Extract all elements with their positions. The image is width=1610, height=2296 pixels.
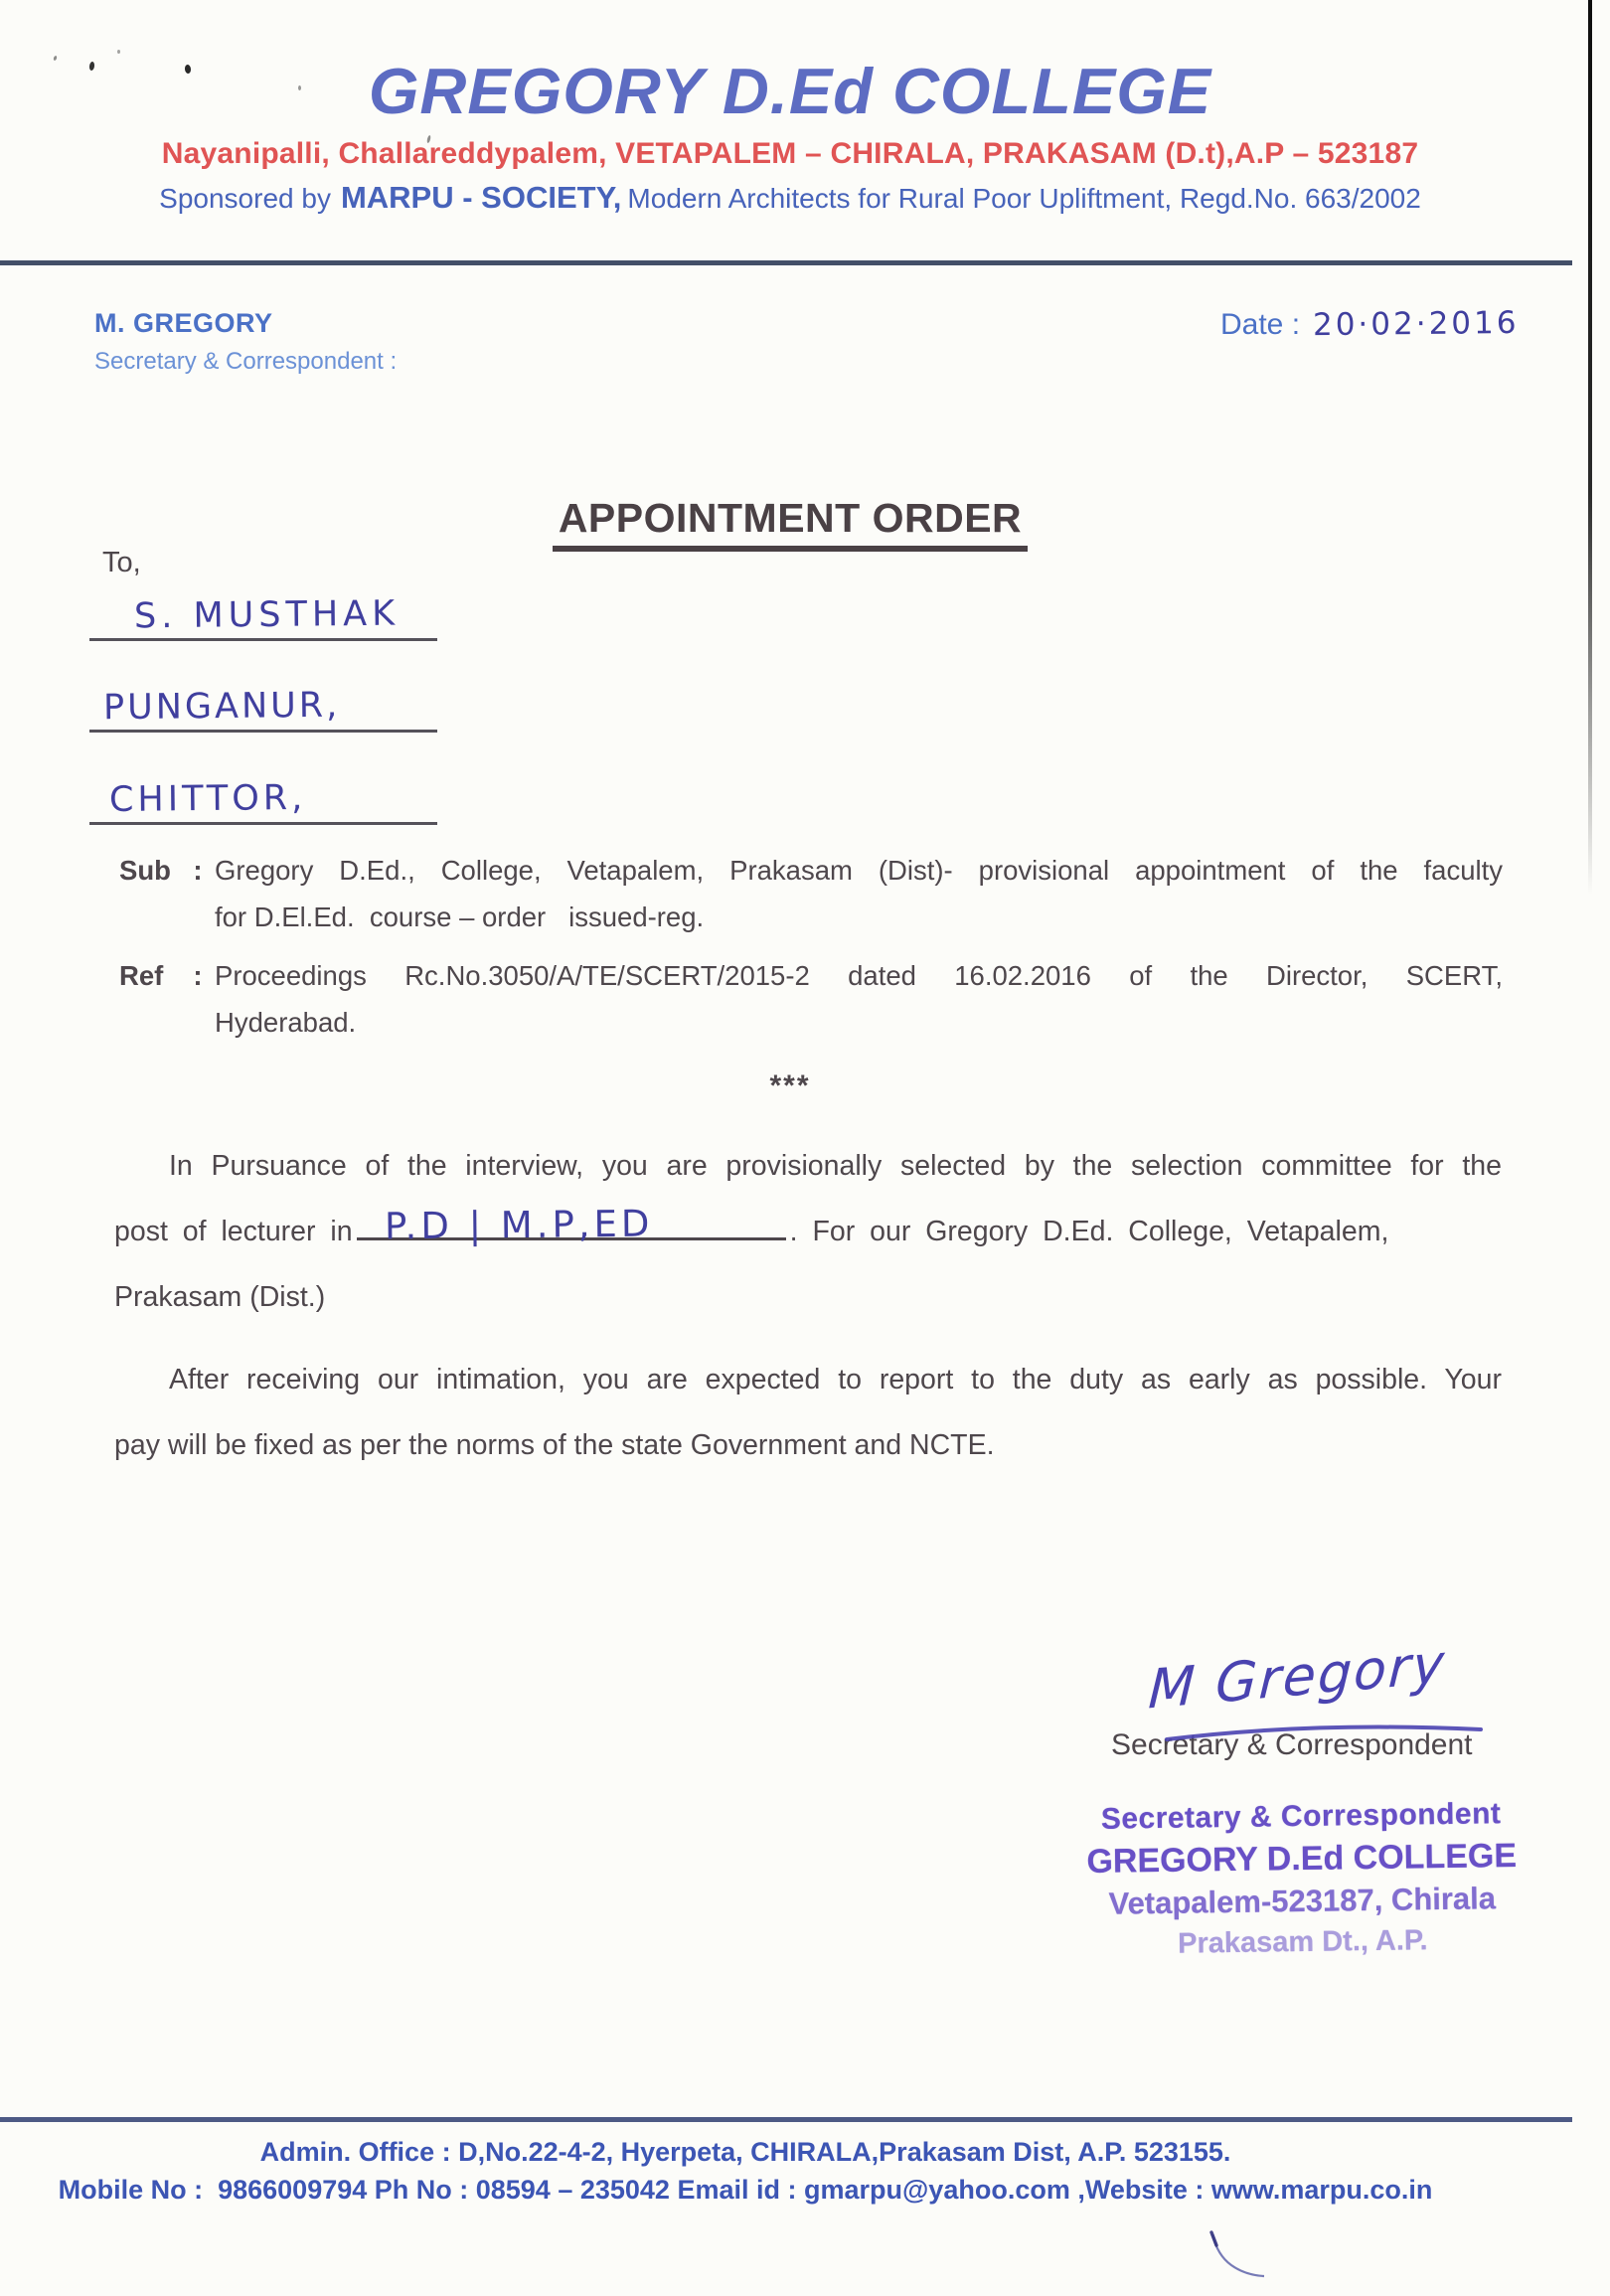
recipient-town-line	[89, 658, 437, 733]
college-name: GREGORY D.Ed COLLEGE	[368, 55, 1212, 127]
signatory-designation: Secretary & Correspondent	[1111, 1728, 1473, 1761]
officer-name: M. GREGORY	[94, 308, 273, 338]
to-label: To,	[102, 547, 141, 578]
handwritten-signature: M Gregory	[1147, 1631, 1448, 1722]
sponsored-by-text: Sponsored by	[159, 183, 331, 215]
reference-text	[215, 952, 1503, 1046]
footer-admin-office: Admin. Office : D,No.22-4-2, Hyerpeta, CHIRALA,Prakasam Dist, A.P. 523155.	[259, 2137, 1231, 2167]
footer-contact-info: Mobile No : 9866009794 Ph No : 08594 – 235042 Email id : gmarpu@yahoo.com ,Website : www.marpu.co.in	[58, 2175, 1433, 2205]
society-name: MARPU - SOCIETY,	[340, 180, 622, 216]
officer-block	[94, 308, 397, 376]
stamp-line-2: GREGORY D.Ed COLLEGE	[1086, 1836, 1518, 1882]
para2-line-2: pay will be fixed as per the norms of the state Government and NCTE.	[114, 1429, 995, 1461]
asterisk-separator: ***	[769, 1069, 811, 1102]
stamp-line-3: Vetapalem-523187, Chirala	[1108, 1881, 1497, 1921]
office-stamp	[1082, 1794, 1522, 1965]
subject-label: Sub	[119, 855, 171, 886]
date-label: Date :	[1220, 308, 1301, 341]
officer-designation: Secretary & Correspondent :	[94, 348, 398, 375]
signature-flourish	[1163, 1718, 1491, 1747]
subject-text	[215, 847, 1503, 940]
footer-rule	[0, 2117, 1572, 2122]
post-name-blank	[357, 1202, 786, 1248]
handwritten-recipient-town: PUNGANUR,	[102, 685, 341, 729]
stamp-line-1: Secretary & Correspondent	[1100, 1797, 1502, 1836]
handwritten-post-name: P.D | M.P,ED	[384, 1202, 654, 1248]
para1-line-1: In Pursuance of the interview, you are provisionally selected by the selection committee for the	[169, 1150, 1502, 1182]
reference-block	[119, 952, 1503, 1046]
college-address: Nayanipalli, Challareddypalem, VETAPALEM – CHIRALA, PRAKASAM (D.t),A.P – 523187	[161, 137, 1419, 171]
letter-title-wrap	[0, 495, 1580, 552]
recipient-district-line	[89, 750, 437, 825]
reference-line-1: Proceedings Rc.No.3050/A/TE/SCERT/2015-2 dated 16.02.2016 of the Director, SCERT,	[215, 960, 1503, 991]
letter-title: APPOINTMENT ORDER	[553, 495, 1028, 552]
subject-block	[119, 847, 1503, 940]
body-paragraph-1	[114, 1133, 1502, 1330]
stamp-line-4: Prakasam Dt., A.P.	[1177, 1924, 1428, 1960]
header-rule	[0, 260, 1572, 265]
reference-line-2: Hyderabad.	[215, 1007, 357, 1038]
para1-line-2	[114, 1199, 1502, 1264]
sponsor-line	[0, 180, 1580, 216]
signature-block	[1093, 1631, 1521, 1762]
handwritten-date: 20·02·2016	[1312, 304, 1520, 344]
society-description: Modern Architects for Rural Poor Upliftment, Regd.No. 663/2002	[627, 183, 1421, 215]
handwritten-recipient-district: CHITTOR,	[108, 777, 307, 821]
recipient-name-line	[89, 584, 437, 641]
para1-post-blank-text: . For our Gregory D.Ed. College, Vetapalem,	[789, 1216, 1389, 1247]
subject-line-2: for D.El.Ed. course – order issued-reg.	[215, 902, 705, 932]
para1-line-3: Prakasam (Dist.)	[114, 1281, 326, 1313]
date-row	[1220, 306, 1519, 342]
subject-colon: :	[193, 855, 203, 886]
reference-colon: :	[193, 960, 203, 991]
scan-edge-line	[1588, 0, 1592, 895]
subject-line-1: Gregory D.Ed., College, Vetapalem, Prakasam (Dist)- provisional appointment of the faculty	[215, 855, 1503, 886]
letterhead	[0, 55, 1580, 216]
recipient-block	[102, 547, 599, 845]
stray-pen-mark	[1201, 2228, 1270, 2288]
para1-pre-blank-text: post of lecturer in	[114, 1216, 353, 1247]
reference-label: Ref	[119, 960, 164, 991]
para2-line-1: After receiving our intimation, you are expected to report to the duty as early as possible. Your	[169, 1364, 1502, 1395]
handwritten-recipient-name: S. MUSTHAK	[133, 593, 401, 637]
body-paragraph-2	[114, 1347, 1502, 1478]
ink-speck	[117, 50, 120, 54]
